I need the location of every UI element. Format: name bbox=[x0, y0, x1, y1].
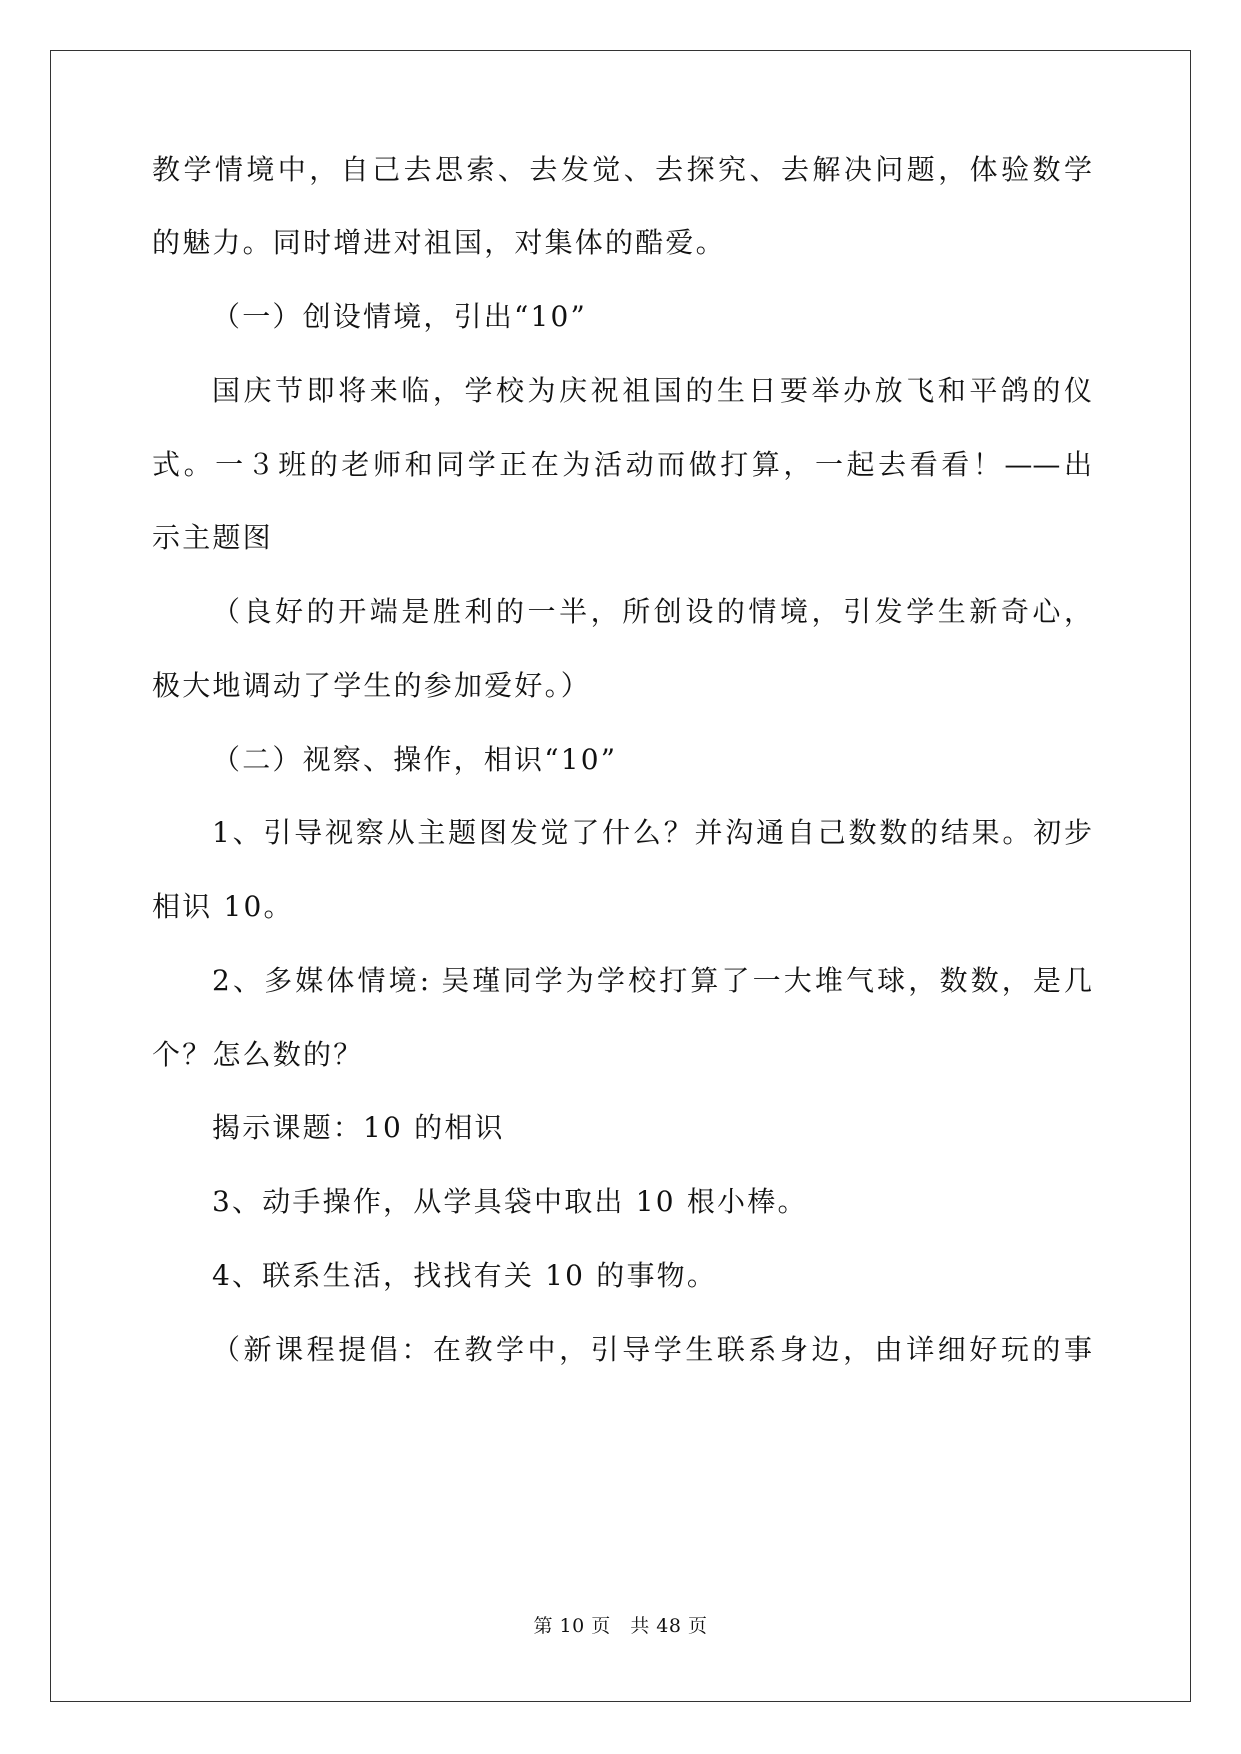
body-line-5: 式。一３班的老师和同学正在为活动而做打算，一起去看看！——出 bbox=[152, 448, 1092, 481]
body-line-15: 3、动手操作，从学具袋中取出 10 根小棒。 bbox=[212, 1185, 808, 1218]
body-line-4: 国庆节即将来临，学校为庆祝祖国的生日要举办放飞和平鸽的仪 bbox=[212, 374, 1092, 407]
body-line-14: 揭示课题：10 的相识 bbox=[212, 1111, 505, 1144]
body-line-1: 教学情境中，自己去思索、去发觉、去探究、去解决问题，体验数学 bbox=[152, 153, 1092, 186]
page-number-footer: 第 10 页 共 48 页 bbox=[533, 1615, 708, 1637]
section-heading-1: （一）创设情境，引出“10” bbox=[212, 300, 588, 333]
body-line-8: 极大地调动了学生的参加爱好。） bbox=[152, 669, 592, 702]
body-line-11: 相识 10。 bbox=[152, 890, 294, 923]
body-line-7: （良好的开端是胜利的一半，所创设的情境，引发学生新奇心， bbox=[212, 595, 1092, 628]
body-line-17: （新课程提倡：在教学中，引导学生联系身边，由详细好玩的事 bbox=[212, 1333, 1092, 1366]
body-line-2: 的魅力。同时增进对祖国，对集体的酷爱。 bbox=[152, 226, 726, 259]
body-line-6: 示主题图 bbox=[152, 521, 273, 554]
body-line-12: 2、多媒体情境: 吴瑾同学为学校打算了一大堆气球，数数，是几 bbox=[212, 964, 1092, 997]
body-line-16: 4、联系生活，找找有关 10 的事物。 bbox=[212, 1259, 718, 1292]
section-heading-2: （二）视察、操作，相识“10” bbox=[212, 743, 618, 776]
body-line-13: 个？怎么数的？ bbox=[152, 1038, 364, 1071]
body-line-10: 1、引导视察从主题图发觉了什么？并沟通自己数数的结果。初步 bbox=[212, 816, 1092, 849]
